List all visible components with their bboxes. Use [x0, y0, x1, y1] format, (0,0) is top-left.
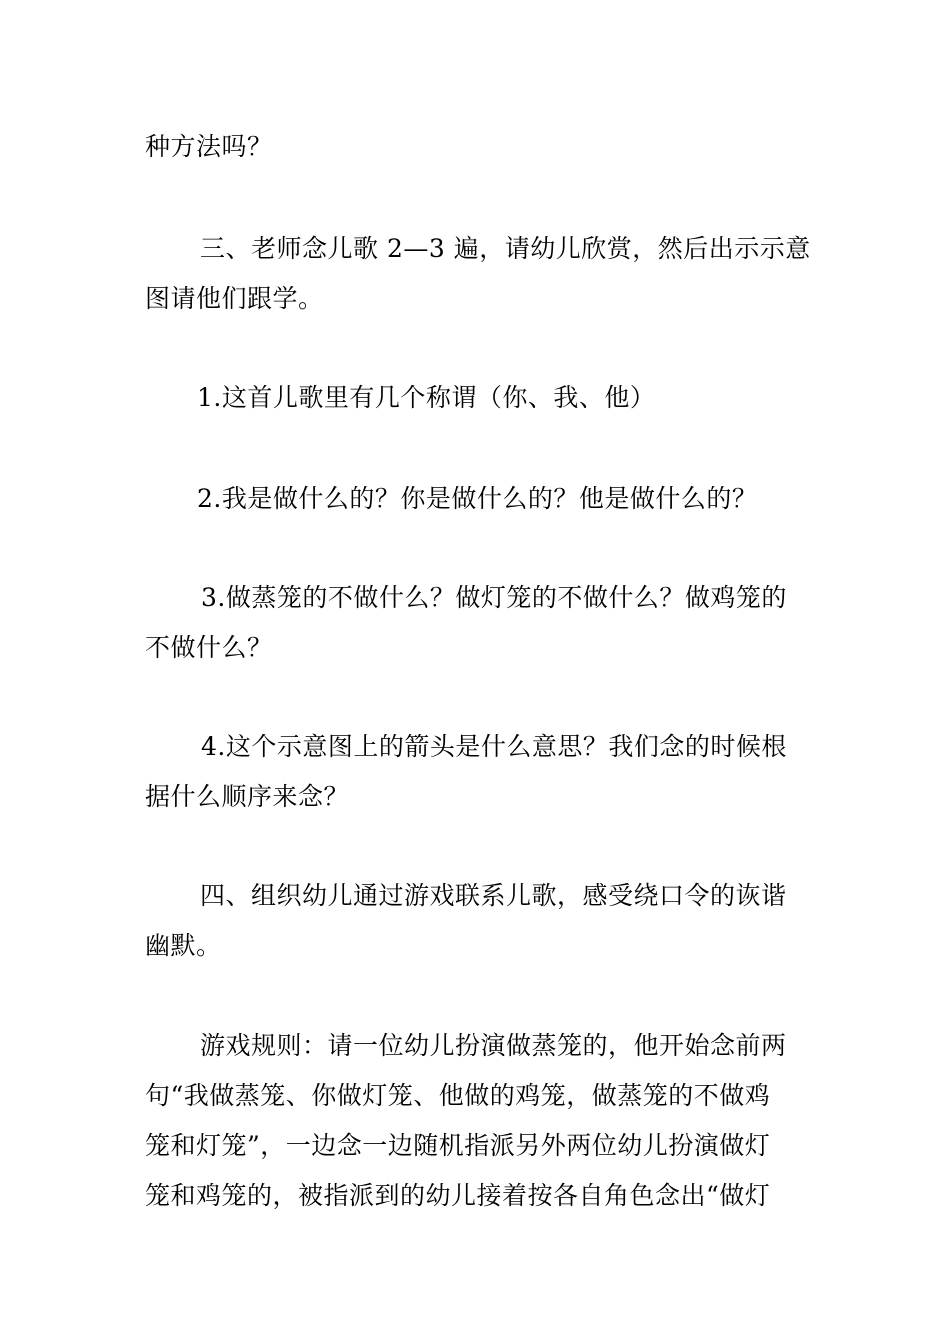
text-line: 不做什么？	[145, 633, 273, 662]
text-line: 4.这个示意图上的箭头是什么意思？我们念的时候根	[201, 732, 787, 761]
text-line: 图请他们跟学。	[145, 284, 324, 313]
text-line: 句“我做蒸笼、你做灯笼、他做的鸡笼，做蒸笼的不做鸡	[145, 1081, 771, 1110]
text-line: 游戏规则：请一位幼儿扮演做蒸笼的，他开始念前两	[200, 1031, 787, 1060]
question-item-3	[145, 573, 805, 673]
text-line: 幽默。	[145, 931, 222, 960]
text-line: 据什么顺序来念？	[145, 782, 350, 811]
paragraph-game-rules	[145, 1021, 805, 1221]
text-line: 种方法吗？	[145, 132, 273, 161]
text-line: 笼和鸡笼的，被指派到的幼儿接着按各自角色念出“做灯	[145, 1181, 771, 1210]
paragraph-step-four	[145, 871, 805, 971]
paragraph-continuation	[145, 122, 805, 172]
text-line: 3.做蒸笼的不做什么？做灯笼的不做什么？做鸡笼的	[201, 583, 787, 612]
text-line: 三、老师念儿歌 2—3 遍，请幼儿欣赏，然后出示示意	[200, 234, 811, 263]
text-line: 四、组织幼儿通过游戏联系儿歌，感受绕口令的诙谐	[200, 881, 787, 910]
text-line: 2.我是做什么的？你是做什么的？他是做什么的？	[197, 484, 758, 513]
question-item-1	[145, 373, 805, 423]
question-item-2	[145, 474, 805, 524]
question-item-4	[145, 722, 805, 822]
paragraph-step-three	[145, 224, 811, 324]
text-line: 笼和灯笼”，一边念一边随机指派另外两位幼儿扮演做灯	[145, 1131, 771, 1160]
text-line: 1.这首儿歌里有几个称谓（你、我、他）	[197, 383, 656, 412]
